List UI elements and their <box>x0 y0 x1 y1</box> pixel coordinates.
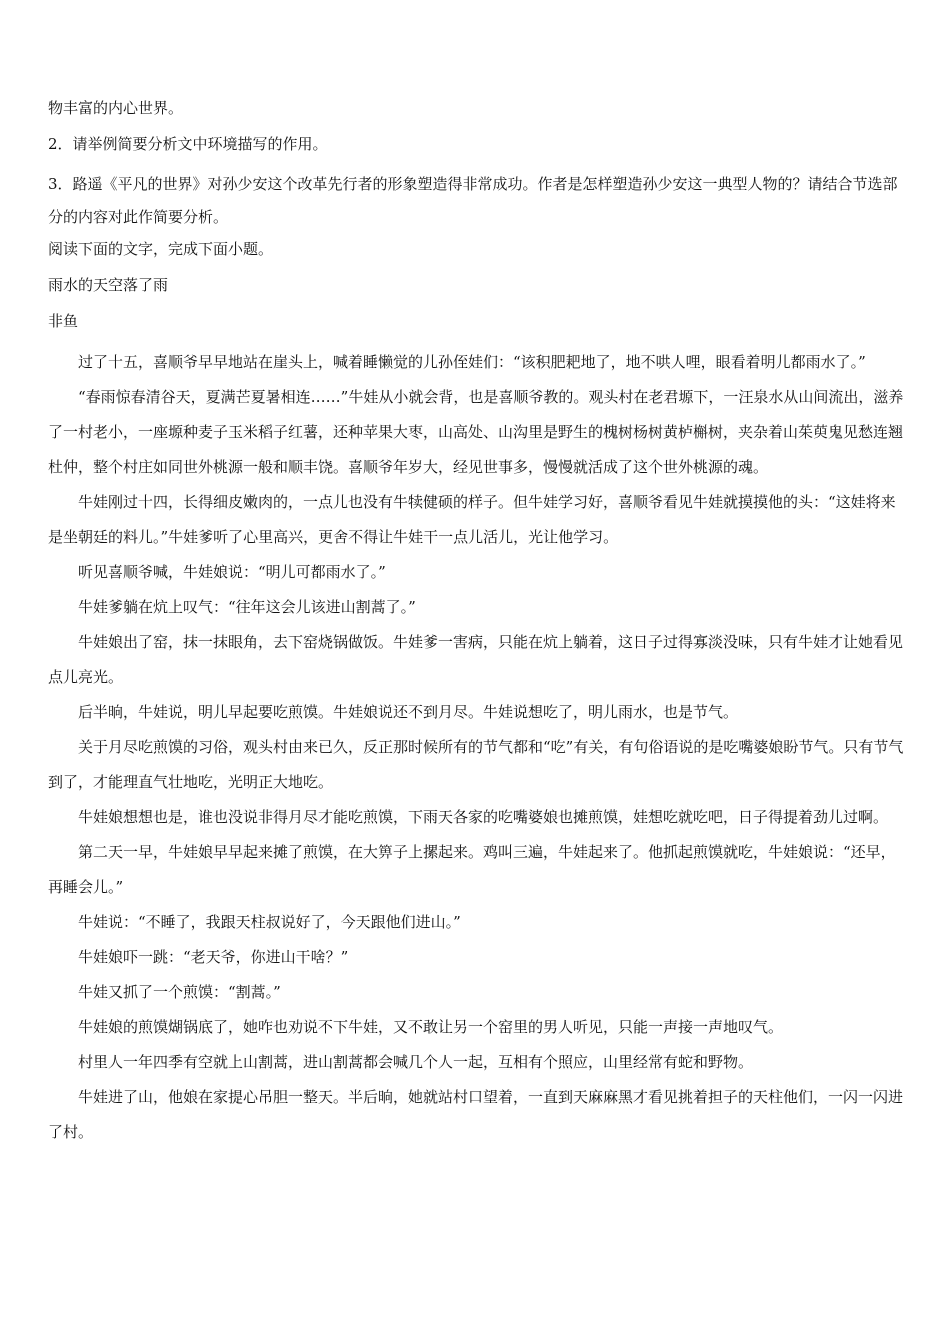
question-fragment: 物丰富的内心世界。 <box>48 99 184 117</box>
paragraph: 牛娃娘的煎馍煳锅底了，她咋也劝说不下牛娃，又不敢让另一个窑里的男人听见，只能一声接一声地叹气。 <box>78 1018 784 1036</box>
paragraph: 牛娃进了山，他娘在家提心吊胆一整天。半后晌，她就站村口望着，一直到天麻麻黑才看见挑着担子的天柱他们，一闪一闪进了村。 <box>48 1088 904 1141</box>
paragraph: 听见喜顺爷喊，牛娃娘说：“明儿可都雨水了。” <box>78 563 386 581</box>
paragraph: 关于月尽吃煎馍的习俗，观头村由来已久，反正那时候所有的节气都和“吃”有关，有句俗语说的是吃嘴婆娘盼节气。只有节气到了，才能理直气壮地吃，光明正大地吃。 <box>48 738 904 791</box>
paragraph: 牛娃说：“不睡了，我跟天柱叔说好了，今天跟他们进山。” <box>78 913 461 931</box>
paragraph: “春雨惊春清谷天，夏满芒夏暑相连……”牛娃从小就会背，也是喜顺爷教的。观头村在老君塬下，一汪泉水从山间流出，滋养了一村老小，一座塬种麦子玉米稻子红薯，还种苹果大枣，山高处、山沟里是野生的槐树杨树黄栌槲树，夹杂着山茱萸鬼见愁连翘杜仲，整个村庄如同世外桃源一般和顺丰饶。喜顺爷年岁大，经见世事多，慢慢就活成了这个世外桃源的魂。 <box>48 388 904 476</box>
paragraph: 过了十五，喜顺爷早早地站在崖头上，喊着睡懒觉的儿孙侄娃们：“该积肥耙地了，地不哄人哩，眼看着明儿都雨水了。” <box>78 353 866 371</box>
article-author: 非鱼 <box>48 312 79 330</box>
paragraph: 牛娃又抓了一个煎馍：“割蒿。” <box>78 983 281 1001</box>
reading-instruction: 阅读下面的文字，完成下面小题。 <box>48 240 274 258</box>
paragraph: 村里人一年四季有空就上山割蒿，进山割蒿都会喊几个人一起，互相有个照应，山里经常有蛇和野物。 <box>78 1053 754 1071</box>
question-3: 3．路遥《平凡的世界》对孙少安这个改革先行者的形象塑造得非常成功。作者是怎样塑造孙少安这一典型人物的？请结合节选部分的内容对此作简要分析。 <box>48 175 898 226</box>
question-2: 2．请举例简要分析文中环境描写的作用。 <box>48 135 328 153</box>
article-body <box>48 345 910 1150</box>
paragraph: 牛娃爹躺在炕上叹气：“往年这会儿该进山割蒿了。” <box>78 598 416 616</box>
paragraph: 牛娃娘吓一跳：“老天爷，你进山干啥？” <box>78 948 349 966</box>
paragraph: 牛娃娘出了窑，抹一抹眼角，去下窑烧锅做饭。牛娃爹一害病，只能在炕上躺着，这日子过得寡淡没味，只有牛娃才让她看见点儿亮光。 <box>48 633 904 686</box>
document-page <box>48 96 910 1150</box>
paragraph: 第二天一早，牛娃娘早早起来摊了煎馍，在大箅子上摞起来。鸡叫三遍，牛娃起来了。他抓起煎馍就吃，牛娃娘说：“还早，再睡会儿。” <box>48 843 896 896</box>
paragraph: 牛娃刚过十四，长得细皮嫩肉的，一点儿也没有牛犊健硕的样子。但牛娃学习好，喜顺爷看见牛娃就摸摸他的头：“这娃将来是坐朝廷的料儿。”牛娃爹听了心里高兴，更舍不得让牛娃干一点儿活儿，光让他学习。 <box>48 493 896 546</box>
paragraph: 后半晌，牛娃说，明儿早起要吃煎馍。牛娃娘说还不到月尽。牛娃说想吃了，明儿雨水，也是节气。 <box>78 703 739 721</box>
article-title: 雨水的天空落了雨 <box>48 276 169 294</box>
paragraph: 牛娃娘想想也是，谁也没说非得月尽才能吃煎馍，下雨天各家的吃嘴婆娘也摊煎馍，娃想吃就吃吧，日子得提着劲儿过啊。 <box>78 808 889 826</box>
